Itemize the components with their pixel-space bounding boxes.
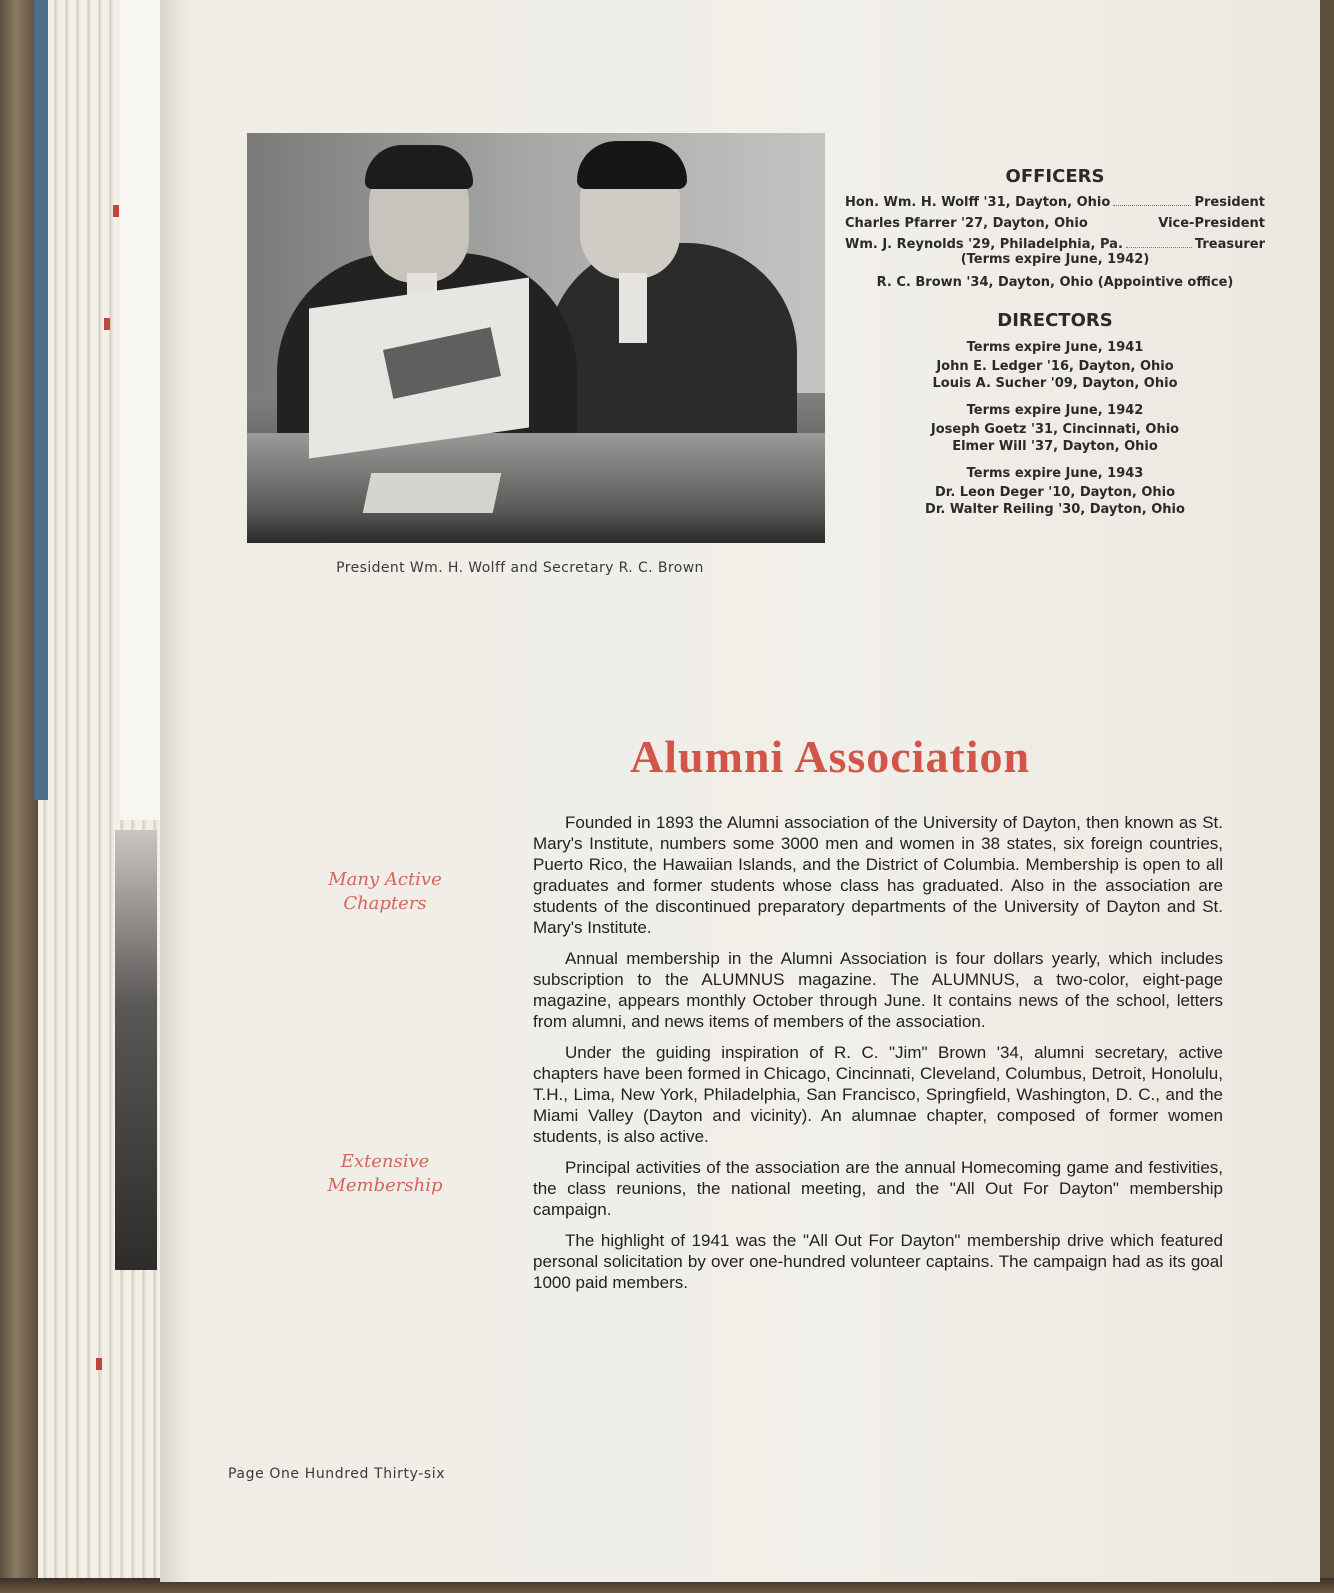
margin-note-chapters: Many Active Chapters	[328, 869, 442, 914]
page-stack-white	[120, 0, 160, 820]
article-body	[533, 812, 1223, 1303]
officer-term-note: (Terms expire June, 1942)	[960, 252, 1150, 267]
director-name: Dr. Leon Deger '10, Dayton, Ohio	[934, 485, 1176, 500]
page-tab-marker	[104, 318, 110, 330]
page-stack-photo-strip	[115, 830, 157, 1270]
photo-caption: President Wm. H. Wolff and Secretary R. C. Brown	[336, 560, 704, 576]
director-name: Elmer Will '37, Dayton, Ohio	[952, 439, 1158, 454]
page-tab-marker	[96, 1358, 102, 1370]
officer-line: Charles Pfarrer '27, Dayton, Ohio Vice-President	[845, 216, 1265, 231]
directors-group: Terms expire June, 1943 Dr. Leon Deger '10, Dayton, Ohio Dr. Walter Reiling '30, Dayton, Ohio	[845, 465, 1265, 518]
page-number: Page One Hundred Thirty-six	[228, 1466, 446, 1482]
directors-group: Terms expire June, 1941 John E. Ledger '16, Dayton, Ohio Louis A. Sucher '09, Dayton, Ohio	[845, 339, 1265, 392]
directors-title: DIRECTORS	[997, 310, 1113, 331]
directors-group: Terms expire June, 1942 Joseph Goetz '31, Cincinnati, Ohio Elmer Will '37, Dayton, Ohio	[845, 402, 1265, 455]
margin-note-membership: Extensive Membership	[327, 1151, 443, 1196]
body-paragraph: Founded in 1893 the Alumni association of the University of Dayton, then known as St. Mary's Institute, numbers some 3000 men and women in 38 states, six foreign countries, Puerto Rico, the Hawaiian Islands, and the District of Columbia. Membership is open to all graduates and former students whose class has graduated. Also in the association are students of the discontinued preparatory departments of the University of Dayton and St. Mary's Institute.	[533, 813, 1223, 937]
body-paragraph: Principal activities of the association are the annual Homecoming game and festivities, the class reunions, the national meeting, and the "All Out For Dayton" membership campaign.	[533, 1158, 1223, 1219]
director-name: John E. Ledger '16, Dayton, Ohio	[936, 359, 1174, 374]
officers-directors-block	[845, 166, 1265, 528]
director-name: Dr. Walter Reiling '30, Dayton, Ohio	[925, 502, 1185, 517]
page-title: Alumni Association	[630, 731, 1031, 782]
officer-appointive-line: R. C. Brown '34, Dayton, Ohio (Appointive office)	[876, 275, 1234, 290]
officer-line: Hon. Wm. H. Wolff '31, Dayton, Ohio President	[845, 195, 1265, 210]
officer-line: Wm. J. Reynolds '29, Philadelphia, Pa. Treasurer	[845, 237, 1265, 252]
director-name: Louis A. Sucher '09, Dayton, Ohio	[932, 376, 1178, 391]
page-stack-blue-edge	[34, 0, 48, 800]
photograph-two-men-reading	[247, 133, 825, 543]
page-tab-marker	[113, 205, 119, 217]
director-name: Joseph Goetz '31, Cincinnati, Ohio	[930, 422, 1180, 437]
body-paragraph: The highlight of 1941 was the "All Out For Dayton" membership drive which featured personal solicitation by over one-hundred volunteer captains. The campaign had as its goal 1000 paid members.	[533, 1231, 1223, 1292]
body-paragraph: Annual membership in the Alumni Association is four dollars yearly, which includes subscription to the ALUMNUS magazine. The ALUMNUS, a two-color, eight-page magazine, appears monthly October through June. It contains news of the school, letters from alumni, and news items of members of the association.	[533, 949, 1223, 1031]
body-paragraph: Under the guiding inspiration of R. C. "Jim" Brown '34, alumni secretary, active chapters have been formed in Chicago, Cincinnati, Cleveland, Columbus, Detroit, Honolulu, T.H., Lima, New York, Philadelphia, San Francisco, Springfield, Washington, D. C., and the Miami Valley (Dayton and vicinity). An alumnae chapter, composed of former women students, is also active.	[533, 1043, 1223, 1146]
officers-title: OFFICERS	[1005, 166, 1105, 187]
